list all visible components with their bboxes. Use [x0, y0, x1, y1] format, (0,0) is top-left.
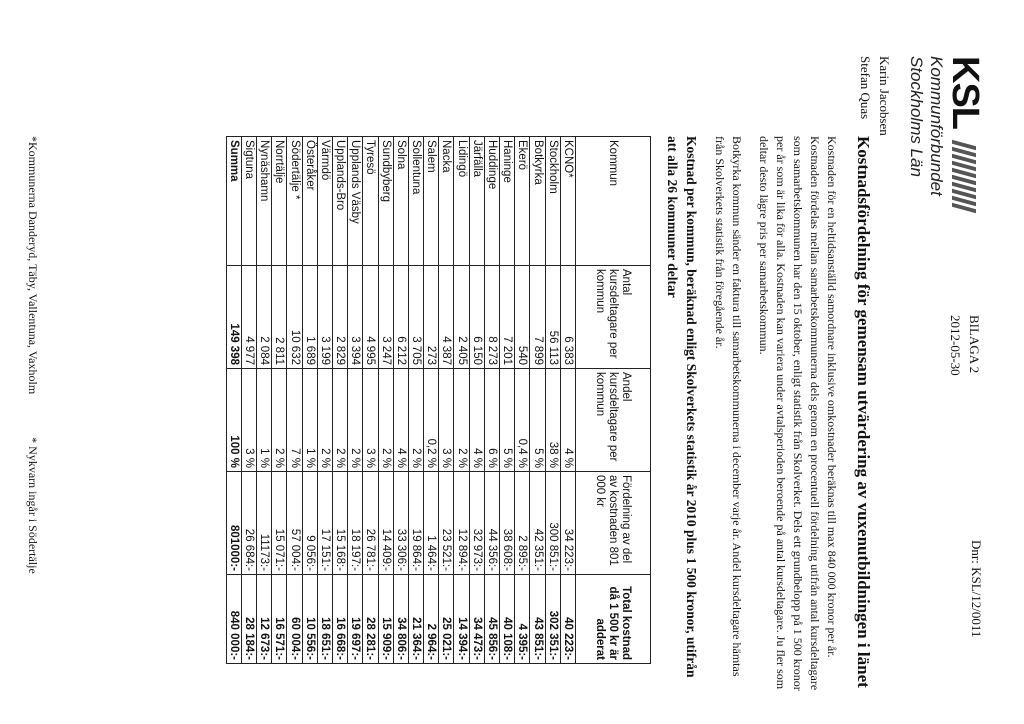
table-row — [333, 137, 348, 664]
cell-fordelning: 1 464:- — [424, 472, 439, 575]
cell-total: 4 395:- — [515, 575, 530, 664]
cell-antal: 2 084 — [257, 266, 272, 369]
cell-fordelning: 26 781:- — [363, 472, 378, 575]
table-row — [393, 137, 408, 664]
cell-total: 60 004:- — [287, 575, 302, 664]
cell-antal: 2 405 — [454, 266, 469, 369]
cell-total: 15 909:- — [378, 575, 393, 664]
cell-fordelning: 38 608:- — [500, 472, 515, 575]
col-header-antal: Antal kursdeltagare per kommun — [576, 266, 651, 369]
cell-fordelning: 14 409:- — [378, 472, 393, 575]
table-row — [560, 137, 575, 664]
cell-total: 16 571:- — [272, 575, 287, 664]
cell-antal: 1 689 — [302, 266, 317, 369]
cell-andel: 3 % — [241, 369, 256, 472]
table-row — [515, 137, 530, 664]
cell-total: 43 851:- — [530, 575, 545, 664]
ksl-logo — [906, 56, 984, 210]
cell-fordelning: 26 684:- — [241, 472, 256, 575]
org-name-line1: Kommunförbundet — [927, 56, 946, 196]
cell-total: 12 673:- — [257, 575, 272, 664]
table-row — [272, 137, 287, 664]
table-row — [424, 137, 439, 664]
attachment-info — [946, 315, 984, 376]
cell-total: 19 697:- — [348, 575, 363, 664]
cell-antal: 3 394 — [348, 266, 363, 369]
cell-kommun: Ekerö — [515, 137, 530, 266]
footnote-nykvarn: * Nykvarn ingår i Södertälje — [26, 437, 40, 574]
cell-fordelning: 300 851:- — [545, 472, 560, 575]
table-row — [257, 137, 272, 664]
cell-total: 45 856:- — [484, 575, 499, 664]
cell-fordelning: 11173:- — [257, 472, 272, 575]
table-row — [439, 137, 454, 664]
cell-kommun: Lidingö — [454, 137, 469, 266]
cell-fordelning: 32 973:- — [469, 472, 484, 575]
table-row — [348, 137, 363, 664]
cell-kommun: Salem — [424, 137, 439, 266]
cell-total: 40 223:- — [560, 575, 575, 664]
cell-total: 34 473:- — [469, 575, 484, 664]
cell-fordelning: 19 864:- — [408, 472, 423, 575]
cell-kommun: Järfälla — [469, 137, 484, 266]
cell-andel: 2 % — [272, 369, 287, 472]
col-header-fordelning: Fördelning av del av kostnaden 801 000 kr — [576, 472, 651, 575]
cell-total: 2 964:- — [424, 575, 439, 664]
cell-antal: 3 199 — [317, 266, 332, 369]
table-body — [226, 137, 575, 664]
cell-kommun: Sundbyberg — [378, 137, 393, 266]
cell-total: 40 108:- — [500, 575, 515, 664]
cell-total: 302 351:- — [545, 575, 560, 664]
cell-andel: 38 % — [545, 369, 560, 472]
cell-total: 16 668:- — [333, 575, 348, 664]
cell-kommun: Sollentuna — [408, 137, 423, 266]
cell-andel: 4 % — [560, 369, 575, 472]
cell-andel: 3 % — [363, 369, 378, 472]
logo-bars-icon — [952, 143, 978, 210]
cell-total: 14 394:- — [454, 575, 469, 664]
table-row — [302, 137, 317, 664]
cell-fordelning: 15 071:- — [272, 472, 287, 575]
table-row — [241, 137, 256, 664]
cell-fordelning: 801000:- — [226, 472, 241, 575]
cell-andel: 2 % — [348, 369, 363, 472]
table-row — [500, 137, 515, 664]
cell-antal: 4 995 — [363, 266, 378, 369]
cell-andel: 6 % — [484, 369, 499, 472]
author-2: Stefan Quas — [858, 56, 873, 120]
cell-andel: 1 % — [302, 369, 317, 472]
cell-kommun: Upplands Väsby — [348, 137, 363, 266]
table-row — [287, 137, 302, 664]
cost-table — [226, 136, 651, 664]
logo-text: KSL — [944, 56, 986, 129]
cell-kommun: Upplands-Bro — [333, 137, 348, 266]
cell-andel: 4 % — [393, 369, 408, 472]
cell-kommun: Sigtuna — [241, 137, 256, 266]
cell-kommun: Solna — [393, 137, 408, 266]
cell-fordelning: 57 004:- — [287, 472, 302, 575]
cell-antal: 2 829 — [333, 266, 348, 369]
cell-kommun: Haninge — [500, 137, 515, 266]
cell-antal: 2 811 — [272, 266, 287, 369]
cell-kommun: Summa — [226, 137, 241, 266]
cell-total: 34 806:- — [393, 575, 408, 664]
cell-fordelning: 33 306:- — [393, 472, 408, 575]
cell-fordelning: 12 894:- — [454, 472, 469, 575]
cell-fordelning: 23 521:- — [439, 472, 454, 575]
table-row — [363, 137, 378, 664]
cell-total: 18 651:- — [317, 575, 332, 664]
table-sum-row — [226, 137, 241, 664]
cell-kommun: Värmdö — [317, 137, 332, 266]
cell-antal: 4 387 — [439, 266, 454, 369]
cell-total: 840 000:- — [226, 575, 241, 664]
cell-kommun: Nacka — [439, 137, 454, 266]
cell-andel: 0,2 % — [424, 369, 439, 472]
table-row — [545, 137, 560, 664]
cell-kommun: Norrtälje — [272, 137, 287, 266]
cell-antal: 4 977 — [241, 266, 256, 369]
table-row — [530, 137, 545, 664]
cell-fordelning: 18 197:- — [348, 472, 363, 575]
cell-andel: 2 % — [333, 369, 348, 472]
table-row — [408, 137, 423, 664]
cell-antal: 540 — [515, 266, 530, 369]
cell-fordelning: 44 356:- — [484, 472, 499, 575]
table-row — [378, 137, 393, 664]
cell-antal: 3 247 — [378, 266, 393, 369]
table-row — [454, 137, 469, 664]
cell-antal: 6 150 — [469, 266, 484, 369]
cell-fordelning: 42 351:- — [530, 472, 545, 575]
table-row — [484, 137, 499, 664]
cell-kommun: Botkyrka — [530, 137, 545, 266]
page-title: Kostnadsfördelning för gemensam utvärdering av vuxenutbildningen i länet — [854, 136, 873, 688]
document-date: 2012-05-30 — [948, 315, 963, 376]
cell-andel: 100 % — [226, 369, 241, 472]
cell-total: 21 364:- — [408, 575, 423, 664]
cell-kommun: Stockholm — [545, 137, 560, 266]
paragraph-cost: Kostnaden för en heltidsanställd samordnare inklusive omkostnader beräknas till max 840 000 kronor per år. Kostnaden fördelas mellan samarbetskommunerna dels genom en procentuell fördelning utifrån antal kursdeltagare som samarbetskommunen har den 15 oktober, enligt statistik från Skolverket. Dels ett grundbelopp på 1 500 kronor per år som är lika för alla. Kostnaden kan variera under avtalsperioden beroende på antal kursdeltagare. Ju fler som deltar desto lägre pris per samarbetskommun. — [757, 136, 839, 691]
author-1: Karin Jacobsen — [877, 56, 892, 136]
cell-total: 28 281:- — [363, 575, 378, 664]
cell-antal: 56 113 — [545, 266, 560, 369]
cell-andel: 1 % — [257, 369, 272, 472]
cell-andel: 3 % — [439, 369, 454, 472]
bilaga-label: BILAGA 2 — [967, 315, 982, 374]
cell-kommun: Södertälje * — [287, 137, 302, 266]
cell-fordelning: 17 151:- — [317, 472, 332, 575]
cell-antal: 3 705 — [408, 266, 423, 369]
cell-antal: 7 899 — [530, 266, 545, 369]
cell-antal: 273 — [424, 266, 439, 369]
cell-total: 25 021:- — [439, 575, 454, 664]
table-subtitle: Kostnad per kommun, beräknad enligt Skolverkets statistik år 2010 plus 1 500 kronor, utifrån att alla 26 kommuner deltar — [665, 136, 699, 678]
cell-andel: 0,4 % — [515, 369, 530, 472]
cell-fordelning: 2 895:- — [515, 472, 530, 575]
authors — [856, 56, 894, 136]
org-name-line2: Stockholms Län — [907, 56, 926, 177]
col-header-andel: Andel kursdeltagare per kommun — [576, 369, 651, 472]
col-header-kommun: Kommun — [576, 137, 651, 266]
table-row — [317, 137, 332, 664]
table-header-row — [576, 137, 651, 664]
cell-andel: 4 % — [469, 369, 484, 472]
cell-kommun: Nynäshamn — [257, 137, 272, 266]
cell-kommun: Österåker — [302, 137, 317, 266]
cell-andel: 2 % — [378, 369, 393, 472]
cell-antal: 6 383 — [560, 266, 575, 369]
cell-antal: 10 632 — [287, 266, 302, 369]
cell-total: 10 556:- — [302, 575, 317, 664]
cell-kommun: KCNO* — [560, 137, 575, 266]
cell-andel: 7 % — [287, 369, 302, 472]
table-row — [469, 137, 484, 664]
cell-kommun: Huddinge — [484, 137, 499, 266]
cell-fordelning: 9 056:- — [302, 472, 317, 575]
cell-antal: 149 398 — [226, 266, 241, 369]
diary-number: Dnr: KSL/12/0011 — [969, 540, 984, 638]
cell-total: 28 184:- — [241, 575, 256, 664]
cell-antal: 8 273 — [484, 266, 499, 369]
cell-andel: 5 % — [500, 369, 515, 472]
footnote-kcno: *Kommunerna Danderyd, Täby, Vallentuna, Vaxholm — [26, 136, 40, 395]
footnotes — [25, 136, 40, 696]
cell-andel: 2 % — [454, 369, 469, 472]
cell-andel: 2 % — [408, 369, 423, 472]
cell-antal: 6 212 — [393, 266, 408, 369]
cell-kommun: Tyresö — [363, 137, 378, 266]
cell-antal: 7 201 — [500, 266, 515, 369]
main-content — [226, 136, 874, 696]
cell-andel: 2 % — [317, 369, 332, 472]
cell-andel: 5 % — [530, 369, 545, 472]
paragraph-invoice: Botkyrka kommun sänder en faktura till samarbetskommunerna i december varje år. Andel kursdeltagare hämtas från Skolverkets statistik från föregående år. — [713, 136, 744, 677]
col-header-total: Total kostnad då 1 500 kr är adderat — [576, 575, 651, 664]
cell-fordelning: 15 168:- — [333, 472, 348, 575]
cell-fordelning: 34 223:- — [560, 472, 575, 575]
